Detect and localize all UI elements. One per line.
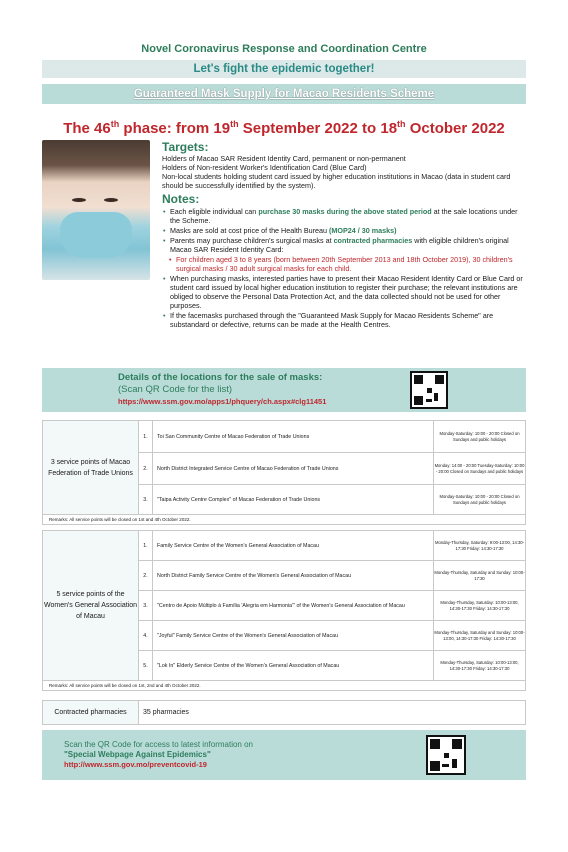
footer-link[interactable]: http://www.ssm.gov.mo/preventcovid-19	[64, 760, 207, 769]
service-point-name: North District Family Service Centre of the Women's General Association of Macau	[153, 561, 434, 591]
opening-hours: Monday-Thursday, Saturday: 10:00-13:00, 14:30-17:30 Friday: 14:30-17:30	[434, 591, 526, 621]
org-title: Novel Coronavirus Response and Coordination Centre	[141, 43, 427, 55]
poster	[42, 40, 526, 358]
service-point-name: "Taipa Activity Centre Complex" of Macao Federation of Trade Unions	[153, 485, 434, 515]
intro-section	[42, 140, 526, 358]
note-2: • Masks are sold at cost price of the Health Bureau (MOP24 / 30 masks)	[162, 226, 526, 235]
note-3: • Parents may purchase children's surgical masks at contracted pharmacies with eligible children's original Macao SAR Resident Identity Card:	[162, 236, 526, 254]
table-row	[43, 681, 526, 691]
footer-webpage-name: "Special Webpage Against Epidemics"	[64, 750, 211, 759]
locations-box	[42, 368, 526, 412]
table-row: 3 service points of Macao Federation of Trade Unions 1. Toi San Community Centre of Macao Federation of Trade Unions Monday-Saturday: 10:00 - 20:00 Closed on Sundays and public holidays	[43, 421, 526, 453]
opening-hours: Monday-Saturday: 10:00 - 20:00 Closed on Sundays and public holidays	[434, 421, 526, 453]
intro-text	[162, 140, 526, 329]
table-row: 3. "Taipa Activity Centre Complex" of Macao Federation of Trade Unions Monday-Saturday: 10:00 - 20:00 Closed on Sundays and public holidays	[43, 485, 526, 515]
note-3-sub: • For children aged 3 to 8 years (born between 20th September 2013 and 18th October 2019), 30 children's surgical masks / 30 adult surgical masks for each child.	[162, 255, 526, 273]
womens-group-label: 5 service points of the Women's General Association of Macau	[43, 531, 139, 681]
table-row: 3. "Centro de Apoio Múltiplo à Família 'Alegria em Harmonia'" of the Women's General Association of Macau Monday-Thursday, Saturday: 10:00-13:00, 14:30-17:30 Friday: 14:30-17:30	[43, 591, 526, 621]
locations-title: Details of the locations for the sale of masks:	[118, 372, 323, 383]
federation-group-label: 3 service points of Macao Federation of Trade Unions	[43, 421, 139, 515]
opening-hours: Monday-Thursday, Saturday and Sunday: 10:00-17:30	[434, 561, 526, 591]
opening-hours: Monday-Saturday: 10:00 - 20:00 Closed on Sundays and public holidays	[434, 485, 526, 515]
notes-heading: Notes:	[162, 192, 200, 206]
footer-qr-code-icon[interactable]	[426, 735, 466, 775]
note-4: • When purchasing masks, interested parties have to present their Macao Resident Identity Card or Blue Card or student card issued by local higher education institution to register their purchase; the relevant institutions are obliged to observe the Personal Data Protection Act, and the data collected should not be used for other purposes.	[162, 274, 526, 310]
slogan-bar: Let's fight the epidemic together!	[42, 60, 526, 78]
pharmacies-table	[42, 700, 526, 725]
federation-table	[42, 420, 526, 525]
scheme-title-bar: Guaranteed Mask Supply for Macao Residents Scheme	[42, 84, 526, 104]
table-row: 5. "Lok In" Elderly Service Centre of the Women's General Association of Macau Monday-Thursday, Saturday: 10:00-13:00, 14:30-17:30 Friday: 14:30-17:30	[43, 651, 526, 681]
service-point-name: Family Service Centre of the Women's General Association of Macau	[153, 531, 434, 561]
footer-scan-text: Scan the QR Code for access to latest information on	[64, 740, 253, 749]
service-point-name: "Centro de Apoio Múltiplo à Família 'Alegria em Harmonia'" of the Women's General Association of Macau	[153, 591, 434, 621]
target-line-3: Non-local students holding student card issued by higher education institutions in Macao (data in student card should be successfully identified by the system).	[162, 172, 511, 190]
woman-with-mask-photo	[42, 140, 150, 280]
opening-hours: Monday: 14:00 - 20:00 Tuesday-Saturday: 10:00 - 20:00 Closed on Sundays and public holidays	[434, 453, 526, 485]
table-row: 4. "Joyful" Family Service Centre of the Women's General Association of Macau Monday-Thursday, Saturday and Sunday: 10:00-13:00, 14:30-17:30 Friday: 14:30-17:30	[43, 621, 526, 651]
table-row: 5 service points of the Women's General Association of Macau 1. Family Service Centre of the Women's General Association of Macau Monday-Thursday, Saturday: 9:00-13:00, 14:30-17:30 Friday: 14:30-17:30	[43, 531, 526, 561]
opening-hours: Monday-Thursday, Saturday: 10:00-13:00, 14:30-17:30 Friday: 14:30-17:30	[434, 651, 526, 681]
locations-qr-code-icon[interactable]	[410, 371, 448, 409]
service-point-name: "Joyful" Family Service Centre of the Women's General Association of Macau	[153, 621, 434, 651]
target-line-1: Holders of Macao SAR Resident Identity Card, permanent or non-permanent	[162, 154, 406, 163]
table-row	[43, 515, 526, 525]
locations-link[interactable]: https://www.ssm.gov.mo/apps1/phquery/ch.aspx#clg11451	[118, 397, 327, 406]
service-point-name: Toi San Community Centre of Macao Federation of Trade Unions	[153, 421, 434, 453]
pharmacies-label: Contracted pharmacies	[43, 701, 139, 725]
womens-association-table	[42, 530, 526, 691]
phase-title: The 46th phase: from 19th September 2022 to 18th October 2022	[63, 119, 505, 137]
service-point-name: North District Integrated Service Centre of Macao Federation of Trade Unions	[153, 453, 434, 485]
footer-box	[42, 730, 526, 780]
service-point-name: "Lok In" Elderly Service Centre of the Women's General Association of Macau	[153, 651, 434, 681]
table-row: 2. North District Integrated Service Centre of Macao Federation of Trade Unions Monday: 14:00 - 20:00 Tuesday-Saturday: 10:00 - 20:00 Closed on Sundays and public holidays	[43, 453, 526, 485]
table-row	[43, 701, 526, 725]
womens-remark: Remarks: All service points will be closed on 1st, 2nd and 4th October 2022.	[43, 681, 526, 691]
table-row: 2. North District Family Service Centre of the Women's General Association of Macau Monday-Thursday, Saturday and Sunday: 10:00-17:30	[43, 561, 526, 591]
targets-heading: Targets:	[162, 140, 209, 154]
note-5: • If the facemasks purchased through the "Guaranteed Mask Supply for Macao Residents Scheme" are substandard or defective, returns can be made at the Health Centres.	[162, 311, 526, 329]
pharmacies-count: 35 pharmacies	[139, 701, 526, 725]
opening-hours: Monday-Thursday, Saturday and Sunday: 10:00-13:00, 14:30-17:30 Friday: 14:30-17:30	[434, 621, 526, 651]
opening-hours: Monday-Thursday, Saturday: 9:00-13:00, 14:30-17:30 Friday: 14:30-17:30	[434, 531, 526, 561]
target-line-2: Holders of Non-resident Worker's Identification Card (Blue Card)	[162, 163, 367, 172]
locations-scan-hint: (Scan QR Code for the list)	[118, 384, 233, 395]
federation-remark: Remarks: All service points will be closed on 1st and 4th October 2022.	[43, 515, 526, 525]
note-1: • Each eligible individual can purchase 30 masks during the above stated period at the sale locations under the Scheme.	[162, 207, 526, 225]
